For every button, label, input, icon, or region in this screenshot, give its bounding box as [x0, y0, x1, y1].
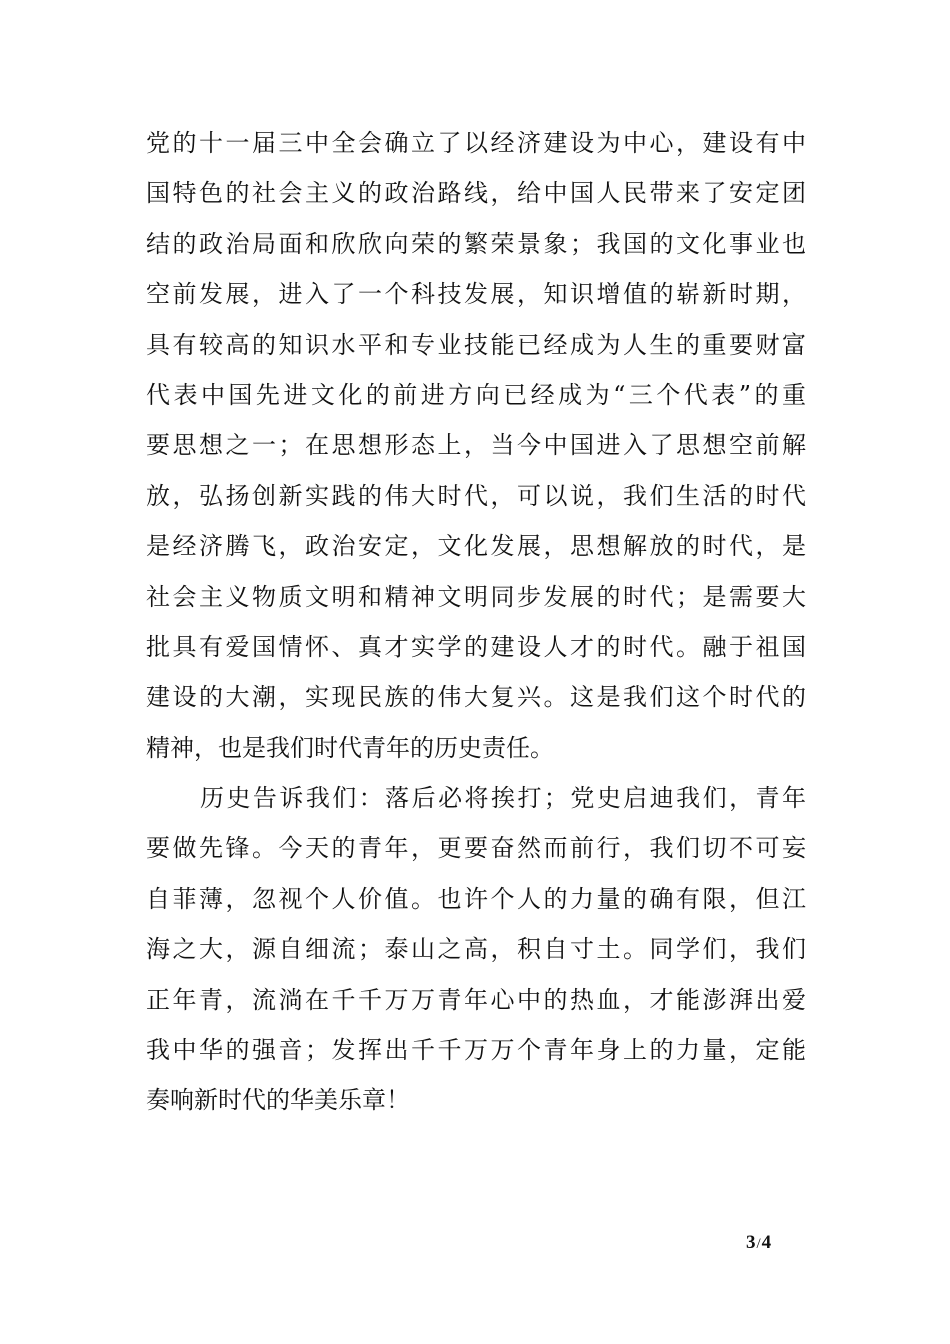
page-separator: / — [756, 1236, 761, 1252]
text-line: 海之大，源自细流；泰山之高，积自寸土。同学们，我们 — [146, 935, 806, 964]
text-line: 代表中国先进文化的前进方向已经成为“三个代表”的重 — [146, 380, 806, 409]
text-line: 结的政治局面和欣欣向荣的繁荣景象；我国的文化事业也 — [146, 229, 806, 258]
text-line: 奏响新时代的华美乐章！ — [146, 1086, 410, 1115]
text-line: 要做先锋。今天的青年，更要奋然而前行，我们切不可妄 — [146, 834, 806, 863]
document-body — [146, 118, 806, 1126]
text-line: 建设的大潮，实现民族的伟大复兴。这是我们这个时代的 — [146, 683, 806, 712]
text-line: 我中华的强音；发挥出千千万万个青年身上的力量，定能 — [146, 1036, 806, 1065]
text-line: 党的十一届三中全会确立了以经济建设为中心，建设有中 — [146, 129, 806, 157]
total-pages-number: 4 — [761, 1232, 772, 1253]
text-line: 放，弘扬创新实践的伟大时代，可以说，我们生活的时代 — [146, 481, 806, 510]
text-line: 精神，也是我们时代青年的历史责任。 — [146, 733, 554, 762]
text-line: 是经济腾飞，政治安定，文化发展，思想解放的时代，是 — [146, 532, 806, 561]
text-line: 自菲薄，忽视个人价值。也许个人的力量的确有限，但江 — [146, 884, 806, 913]
text-line: 具有较高的知识水平和专业技能已经成为人生的重要财富 — [146, 330, 806, 359]
paragraph-1 — [146, 118, 806, 773]
text-line: 正年青，流淌在千千万万青年心中的热血，才能澎湃出爱 — [146, 985, 806, 1014]
text-line: 国特色的社会主义的政治路线，给中国人民带来了安定团 — [146, 179, 806, 208]
current-page-number: 3 — [746, 1232, 756, 1253]
text-line: 空前发展，进入了一个科技发展，知识增值的崭新时期， — [146, 280, 806, 309]
text-line: 社会主义物质文明和精神文明同步发展的时代；是需要大 — [146, 582, 806, 611]
text-line: 历史告诉我们：落后必将挨打；党史启迪我们，青年 — [200, 784, 806, 813]
paragraph-2 — [146, 773, 806, 1126]
page-number — [746, 1232, 771, 1254]
text-line: 要思想之一；在思想形态上，当今中国进入了思想空前解 — [146, 431, 806, 460]
text-line: 批具有爱国情怀、真才实学的建设人才的时代。融于祖国 — [146, 632, 806, 661]
